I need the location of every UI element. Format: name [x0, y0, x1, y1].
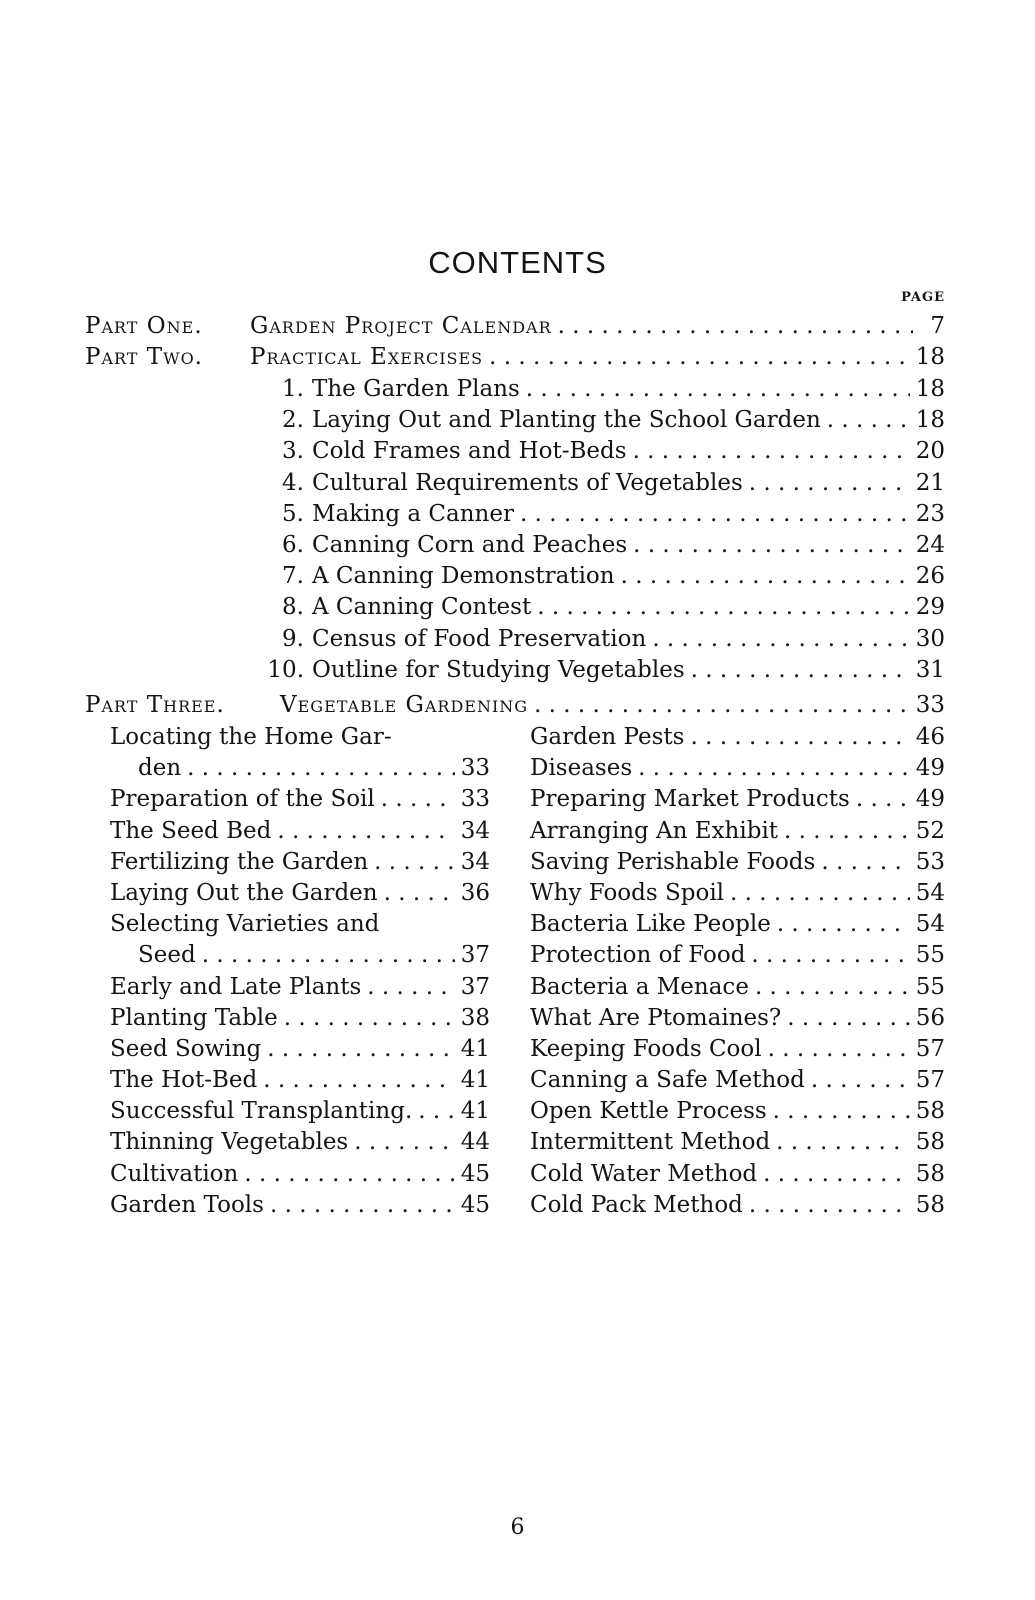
dot-leader: [526, 376, 910, 402]
exercise-list: [256, 376, 945, 688]
page-number: 18: [915, 407, 945, 434]
entry-title: den: [138, 755, 182, 782]
dot-leader: [202, 942, 455, 968]
page-number: 33: [460, 786, 490, 813]
exercise-item: [256, 438, 945, 469]
page-title: CONTENTS: [428, 245, 607, 280]
exercise-title: A Canning Contest: [312, 594, 532, 621]
dot-leader: [520, 501, 910, 527]
part-title: Garden Project Calendar: [250, 313, 552, 339]
dot-leader: [537, 594, 910, 620]
page-number: 34: [460, 848, 490, 875]
dot-leader: [652, 626, 909, 652]
dot-leader: [749, 470, 910, 496]
page-number: 18: [915, 344, 945, 370]
page-number: 20: [915, 438, 945, 465]
right-column: [530, 724, 945, 1223]
toc-part-one: [85, 313, 945, 343]
dot-leader: [776, 1129, 910, 1155]
dot-leader: [534, 692, 910, 718]
exercise-number: 4.: [282, 469, 304, 496]
page-number: 38: [460, 1004, 490, 1031]
exercise-title: Canning Corn and Peaches: [312, 531, 628, 558]
dot-leader: [381, 786, 455, 812]
exercise-number: 1.: [282, 376, 304, 402]
entry-title: Cold Water Method: [530, 1160, 758, 1187]
entry-title: Protection of Food: [530, 942, 746, 969]
left-column: [110, 724, 490, 1223]
entry-title: Saving Perishable Foods: [530, 848, 816, 875]
page-number: 55: [915, 973, 945, 1000]
exercise-title: Laying Out and Planting the School Garden: [312, 407, 821, 434]
entry-title: Diseases: [530, 755, 633, 782]
page-number: 18: [915, 376, 945, 402]
entry-title: The Hot-Bed: [110, 1067, 258, 1094]
exercise-item: [256, 407, 945, 438]
exercise-number: 5.: [282, 500, 304, 527]
page-number: 37: [460, 942, 490, 969]
toc-entry: [110, 1005, 490, 1036]
toc-entry: [530, 724, 945, 755]
part-label: Part Two.: [85, 344, 203, 370]
toc-entry: [530, 818, 945, 849]
dot-leader: [633, 532, 910, 558]
dot-leader: [811, 1067, 910, 1093]
page-number: 33: [915, 692, 945, 718]
page-number: 57: [915, 1035, 945, 1062]
dot-leader: [270, 1192, 455, 1218]
exercise-number: 3.: [282, 438, 304, 465]
entry-title: What Are Ptomaines?: [530, 1004, 782, 1031]
dot-leader: [621, 563, 910, 589]
toc-entry: [110, 1192, 490, 1223]
toc-entry: [530, 1161, 945, 1192]
exercise-number: 6.: [282, 531, 304, 558]
page-number: 54: [915, 911, 945, 938]
page-number: 57: [915, 1067, 945, 1094]
entry-title: Garden Tools: [110, 1191, 264, 1218]
entry-title: Why Foods Spoil: [530, 879, 725, 906]
entry-title: Seed: [138, 942, 196, 969]
page-number: 7: [930, 313, 945, 339]
toc-entry: [530, 880, 945, 911]
exercise-title: Cultural Requirements of Vegetables: [312, 469, 743, 496]
dot-leader: [777, 911, 910, 937]
dot-leader: [638, 755, 910, 781]
page-folio: 6: [510, 1515, 525, 1540]
toc-entry: [110, 849, 490, 880]
page-number: 29: [915, 594, 945, 621]
part-label: Part Three.: [85, 692, 225, 718]
dot-leader: [374, 849, 455, 875]
exercise-item: [256, 532, 945, 563]
exercise-title: Making a Canner: [312, 500, 514, 527]
dot-leader: [751, 942, 909, 968]
page-number: 53: [915, 848, 945, 875]
toc-entry: [110, 1129, 490, 1160]
dot-leader: [558, 313, 913, 339]
toc-entry: [110, 1036, 490, 1067]
entry-title: Cold Pack Method: [530, 1191, 743, 1218]
page-number: 58: [915, 1129, 945, 1156]
page-number: 49: [915, 755, 945, 782]
entry-title: The Seed Bed: [110, 817, 272, 844]
toc-entry: [110, 755, 490, 786]
entry-title: Locating the Home Gar-: [110, 724, 392, 750]
exercise-title: A Canning Demonstration: [312, 563, 615, 590]
entry-title: Selecting Varieties and: [110, 911, 380, 938]
toc-entry: [530, 1192, 945, 1223]
toc-entry: [530, 942, 945, 973]
toc-entry: [110, 974, 490, 1005]
dot-leader: [244, 1161, 454, 1187]
dot-leader: [691, 657, 910, 683]
entry-title: Thinning Vegetables: [110, 1129, 349, 1156]
toc-entry: [110, 818, 490, 849]
toc-entry: [110, 724, 490, 755]
dot-leader: [267, 1036, 455, 1062]
exercise-number: 9.: [282, 625, 304, 652]
entry-title: Intermittent Method: [530, 1129, 771, 1156]
dot-leader: [284, 1005, 455, 1031]
entry-title: Preparation of the Soil: [110, 786, 375, 813]
exercise-item: [256, 657, 945, 688]
dot-leader: [489, 344, 910, 370]
exercise-title: Cold Frames and Hot-Beds: [312, 438, 627, 465]
toc-entry: [110, 880, 490, 911]
dot-leader: [367, 974, 454, 1000]
entry-title: Garden Pests: [530, 724, 685, 750]
exercise-item: [256, 626, 945, 657]
page-number: 30: [915, 625, 945, 652]
page-number: 52: [915, 817, 945, 844]
page-number: 49: [915, 786, 945, 813]
dot-leader: [690, 724, 909, 750]
dot-leader: [187, 755, 455, 781]
toc-entry: [110, 942, 490, 973]
entry-title: Canning a Safe Method: [530, 1067, 805, 1094]
page-number: 55: [915, 942, 945, 969]
toc-entry: [110, 1161, 490, 1192]
page-number: 44: [460, 1129, 490, 1156]
page-number: 34: [460, 817, 490, 844]
toc-entry: [530, 1129, 945, 1160]
entry-title: Bacteria a Menace: [530, 973, 749, 1000]
toc-entry: [110, 1098, 490, 1129]
page-number: 58: [915, 1160, 945, 1187]
toc-part-three: [85, 692, 945, 722]
dot-leader: [354, 1129, 454, 1155]
exercise-title: Census of Food Preservation: [312, 625, 647, 652]
exercise-item: [256, 501, 945, 532]
page-number: 41: [460, 1098, 490, 1125]
entry-title: Fertilizing the Garden: [110, 848, 369, 875]
dot-leader: [730, 880, 910, 906]
entry-title: Early and Late Plants: [110, 973, 362, 1000]
page-number: 26: [915, 563, 945, 590]
exercise-item: [256, 594, 945, 625]
entry-title: Successful Transplanting.: [110, 1098, 413, 1125]
entry-title: Bacteria Like People: [530, 911, 771, 938]
page-number: 45: [460, 1191, 490, 1218]
dot-leader: [277, 818, 454, 844]
page-column-header: PAGE: [901, 290, 945, 305]
page-number: 21: [915, 469, 945, 496]
page-number: 36: [460, 879, 490, 906]
toc-entry: [110, 786, 490, 817]
entry-title: Preparing Market Products: [530, 786, 850, 813]
entry-title: Seed Sowing: [110, 1035, 262, 1062]
entry-title: Planting Table: [110, 1004, 278, 1031]
page-number: 56: [915, 1004, 945, 1031]
dot-leader: [763, 1161, 910, 1187]
entry-title: Open Kettle Process: [530, 1098, 767, 1125]
dot-leader: [384, 880, 455, 906]
page-number: 58: [915, 1191, 945, 1218]
dot-leader: [633, 438, 910, 464]
page-number: 45: [460, 1160, 490, 1187]
toc-entry: [530, 911, 945, 942]
toc-entry: [530, 1036, 945, 1067]
dot-leader: [821, 849, 909, 875]
dot-leader: [787, 1005, 909, 1031]
page-number: 46: [915, 724, 945, 750]
entry-title: Arranging An Exhibit: [530, 817, 779, 844]
dot-leader: [856, 786, 910, 812]
part-title: Practical Exercises: [250, 344, 484, 370]
page-number: 31: [915, 656, 945, 683]
toc-entry: [110, 1067, 490, 1098]
toc-entry: [530, 786, 945, 817]
dot-leader: [827, 407, 910, 433]
entry-title: Cultivation: [110, 1160, 239, 1187]
exercise-item: [256, 376, 945, 407]
toc-entry: [110, 911, 490, 942]
toc-entry: [530, 849, 945, 880]
page-number: 58: [915, 1098, 945, 1125]
toc-entry: [530, 974, 945, 1005]
exercise-number: 2.: [282, 407, 304, 434]
part-label: Part One.: [85, 313, 203, 339]
dot-leader: [773, 1098, 910, 1124]
exercise-item: [256, 470, 945, 501]
toc-part-two: [85, 344, 945, 374]
exercise-number: 10.: [267, 656, 304, 683]
page-number: 24: [915, 531, 945, 558]
page-number: 41: [460, 1067, 490, 1094]
part-title: Vegetable Gardening: [280, 692, 529, 718]
exercise-item: [256, 563, 945, 594]
dot-leader: [418, 1098, 454, 1124]
dot-leader: [768, 1036, 910, 1062]
entry-title: Laying Out the Garden: [110, 879, 378, 906]
page-number: 41: [460, 1035, 490, 1062]
exercise-title: The Garden Plans: [312, 376, 520, 402]
exercise-title: Outline for Studying Vegetables: [312, 656, 685, 683]
dot-leader: [755, 974, 910, 1000]
toc-entry: [530, 1067, 945, 1098]
page-number: 54: [915, 879, 945, 906]
exercise-number: 8.: [282, 594, 304, 621]
page-number: 33: [460, 755, 490, 782]
page-number: 23: [915, 500, 945, 527]
exercise-number: 7.: [282, 563, 304, 590]
dot-leader: [784, 818, 910, 844]
dot-leader: [749, 1192, 910, 1218]
dot-leader: [263, 1067, 454, 1093]
toc-entry: [530, 1005, 945, 1036]
toc-entry: [530, 755, 945, 786]
entry-title: Keeping Foods Cool: [530, 1035, 762, 1062]
page-number: 37: [460, 973, 490, 1000]
toc-entry: [530, 1098, 945, 1129]
